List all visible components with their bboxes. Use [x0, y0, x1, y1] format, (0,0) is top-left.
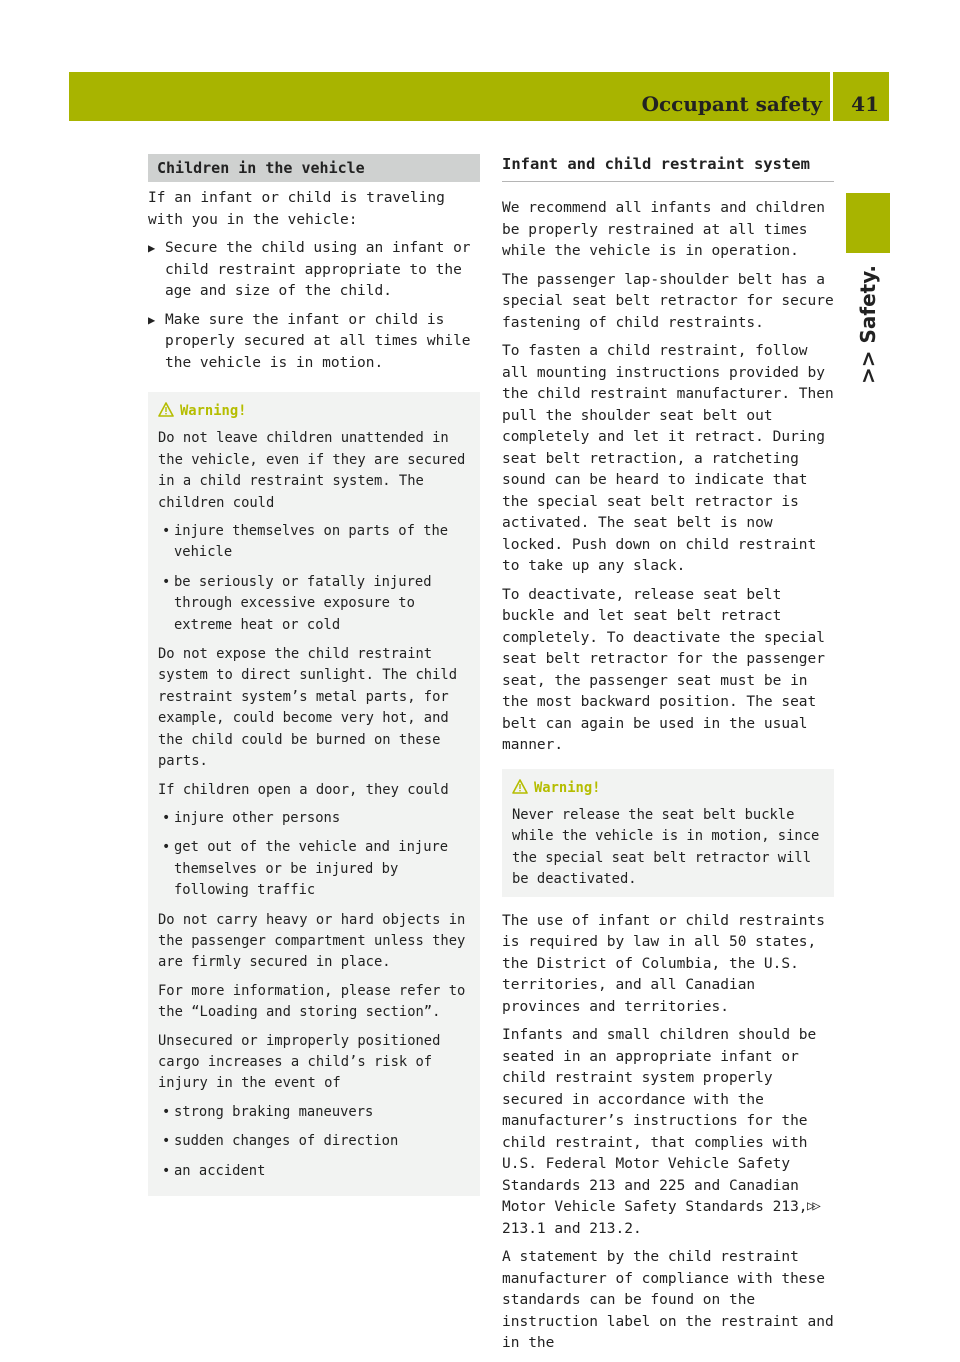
warning-header: [158, 401, 472, 424]
continued-next-page-icon: ▷▷: [807, 1198, 818, 1214]
warning-list-text: strong braking maneuvers: [174, 1103, 374, 1120]
chapter-tab-label: [844, 265, 892, 385]
warning-list-item: • strong braking maneuvers: [162, 1103, 374, 1120]
warning-title: Warning!: [180, 403, 247, 419]
step-arrow-icon: ▶: [148, 312, 156, 327]
step-text: Secure the child using an infant or child restraint appropriate to the age and size of the child.: [165, 240, 471, 299]
body-paragraph: A statement by the child restraint manufacturer of compliance with these standards can be found on the instruction label on the restraint and in the: [502, 1249, 834, 1352]
warning-list-item: • sudden changes of direction: [162, 1133, 399, 1150]
warning-list-text: be seriously or fatally injured through excessive exposure to extreme heat or cold: [174, 573, 432, 633]
header-divider: [830, 72, 833, 121]
warning-list-item: • injure themselves on parts of the vehicle: [162, 523, 449, 561]
warning-box: [502, 769, 834, 897]
step-arrow-icon: ▶: [148, 241, 156, 255]
warning-list-text: sudden changes of direction: [174, 1133, 399, 1150]
body-paragraph: The use of infant or child restraints is required by law in all 50 states, the District of Columbia, the U.S. territories, and all Canadian provinces and territories.: [502, 912, 826, 1015]
warning-list-text: injure themselves on parts of the vehicle: [174, 523, 449, 561]
warning-paragraph: Do not leave children unattended in the vehicle, even if they are secured in a child restraint system. The children could: [158, 430, 466, 511]
children-intro: If an infant or child is traveling with you in the vehicle:: [148, 190, 445, 228]
warning-paragraph: For more information, please refer to the “Loading and storing section”.: [158, 982, 466, 1021]
children-heading: Children in the vehicle: [148, 154, 480, 182]
warning-list-item: • get out of the vehicle and injure themselves or be injured by following traffic: [162, 839, 449, 899]
warning-list-item: • injure other persons: [162, 809, 341, 826]
section-title: Occupant safety: [641, 92, 822, 116]
warning-paragraph: Do not expose the child restraint system to direct sunlight. The child restraint system’s metal parts, for example, could become very hot, and the child could be burned on these parts.: [158, 646, 458, 770]
warning-list-text: injure other persons: [174, 809, 341, 826]
warning-paragraph: Do not carry heavy or hard objects in the passenger compartment unless they are firmly secured in place.: [158, 911, 466, 971]
warning-paragraph: Unsecured or improperly positioned cargo increases a child’s risk of injury in the event of: [158, 1032, 441, 1092]
warning-header: [512, 778, 826, 801]
page-number: 41: [851, 92, 879, 116]
page-header: [69, 72, 889, 121]
step-text: Make sure the infant or child is properly secured at all times while the vehicle is in motion.: [165, 311, 471, 371]
warning-list-item: • be seriously or fatally injured through excessive exposure to extreme heat or cold: [162, 573, 432, 633]
body-paragraph: We recommend all infants and children be properly restrained at all times while the vehicle is in operation.: [502, 200, 826, 259]
warning-box: [148, 392, 480, 1196]
chapter-tab-marker: [846, 193, 890, 253]
body-paragraph: To fasten a child restraint, follow all mounting instructions provided by the child restraint manufacturer. Then pull the shoulder seat belt out completely and let it retract. During seat belt retraction, a ratcheting sound can be heard to indicate that the special seat belt retractor is activated. The seat belt is now locked. Push down on child restraint to take up any slack.: [502, 343, 834, 574]
warning-list-text: get out of the vehicle and injure themselves or be injured by following traffic: [174, 839, 449, 899]
warning-list-text: an accident: [174, 1162, 266, 1179]
warning-list-item: • an accident: [162, 1162, 266, 1179]
warning-title: Warning!: [534, 779, 601, 796]
body-paragraph: To deactivate, release seat belt buckle and let seat belt retract completely. To deactivate the special seat belt retractor for the passenger seat, the passenger seat must be in the most backward position. The seat belt can again be used in the usual manner.: [502, 586, 826, 753]
warning-triangle-icon: [158, 402, 174, 424]
step-item: [148, 238, 480, 303]
body-paragraph: The passenger lap-shoulder belt has a special seat belt retractor for secure fastening of child restraints.: [502, 271, 834, 331]
chapter-tab-text: >> Safety.: [856, 265, 880, 385]
warning-paragraph: If children open a door, they could: [158, 781, 449, 798]
warning-triangle-icon: [512, 779, 528, 801]
warning-paragraph: Never release the seat belt buckle while the vehicle is in motion, since the special seat belt retractor will be deactivated.: [512, 806, 820, 888]
left-column: [148, 154, 480, 1196]
restraint-heading: Infant and child restraint system: [502, 153, 834, 182]
step-item: [148, 310, 480, 375]
body-paragraph: Infants and small children should be seated in an appropriate infant or child restraint system properly secured in accordance with the manufacturer’s instructions for the child restraint, that complies with U.S. Federal Motor Vehicle Safety Standards 213 and 225 and Canadian Motor Vehicle Safety Standards 213, 213.1 and 213.2.: [502, 1027, 817, 1237]
right-column: [502, 153, 834, 1362]
